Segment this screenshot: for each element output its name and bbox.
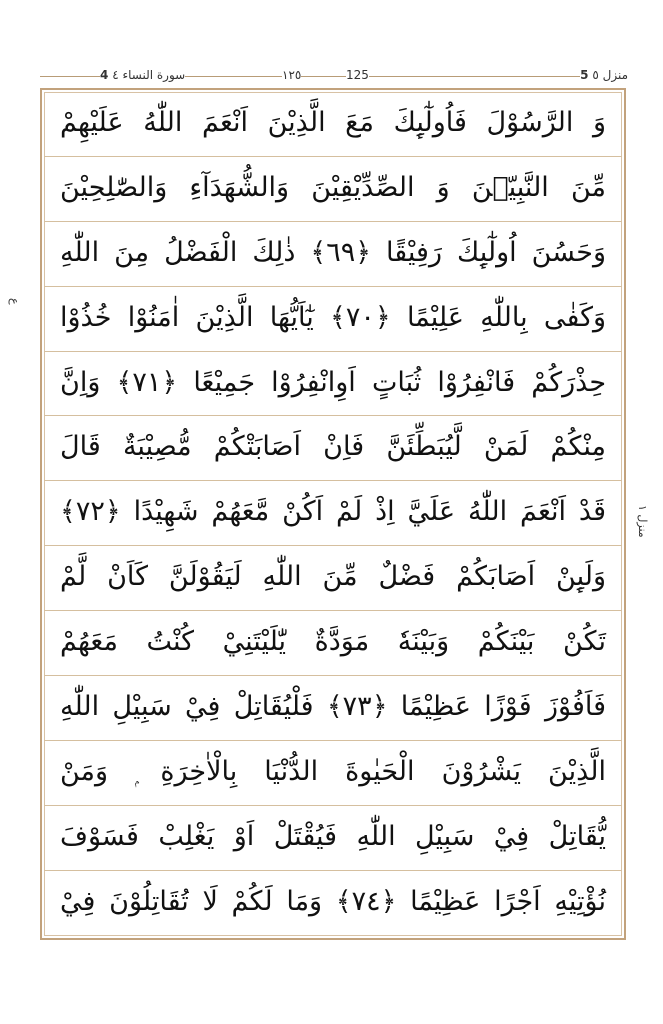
header-surah-left: سورة النساء ٤ 4 xyxy=(100,68,186,82)
text-line-1: وَ الرَّسُوْلَ فَاُولٰٓىِٕكَ مَعَ الَّذِيْنَ اَنْعَمَ اللّٰهُ عَلَيْهِمْ xyxy=(44,92,622,157)
page-number-urdu: ١٢٥ xyxy=(282,68,302,82)
text-line-8: وَلَىِٕنْ اَصَابَكُمْ فَضْلٌ مِّنَ اللّٰهِ لَيَقُوْلَنَّ كَاَنْ لَّمْ xyxy=(44,546,622,611)
text-line-13: نُؤْتِيْهِ اَجْرًا عَظِيْمًا ﴿٧٤﴾ وَمَا لَكُمْ لَا تُقَاتِلُوْنَ فِيْ xyxy=(60,885,606,917)
page-header xyxy=(40,66,628,86)
text-line-9: تَكُنْ بَيْنَكُمْ وَبَيْنَهٗ مَوَدَّةٌ يّٰلَيْتَنِيْ كُنْتُ مَعَهُمْ xyxy=(44,611,622,676)
text-line-6: مِنْكُمْ لَمَنْ لَّيُبَطِّئَنَّ فَاِنْ اَصَابَتْكُمْ مُّصِيْبَةٌ قَالَ xyxy=(44,416,622,481)
ruku-marker: ع xyxy=(8,298,21,305)
text-line-12: يُّقَاتِلْ فِيْ سَبِيْلِ اللّٰهِ فَيُقْتَلْ اَوْ يَغْلِبْ فَسَوْفَ xyxy=(44,806,622,871)
text-line-11: الَّذِيْنَ يَشْرُوْنَ الْحَيٰوةَ الدُّنْيَا بِالْاٰخِرَةِ ۭ وَمَنْ xyxy=(44,741,622,806)
page-number: 125 xyxy=(346,68,369,82)
manzil-marker: منزل ١ xyxy=(636,505,649,538)
text-line-10: فَاَفُوْزَ فَوْزًا عَظِيْمًا ﴿٧٣﴾ فَلْيُقَاتِلْ فِيْ سَبِيْلِ اللّٰهِ xyxy=(44,676,622,741)
text-line-3: وَحَسُنَ اُولٰٓىِٕكَ رَفِيْقًا ﴿٦٩﴾ ذٰلِكَ الْفَضْلُ مِنَ اللّٰهِ xyxy=(44,222,622,287)
text-line-4: وَكَفٰى بِاللّٰهِ عَلِيْمًا ﴿٧٠﴾ يٰٓاَيُّهَا الَّذِيْنَ اٰمَنُوْا خُذُوْا xyxy=(44,287,622,352)
quran-text xyxy=(44,92,622,936)
header-surah-right: 5 منزل ٥ xyxy=(580,68,628,82)
text-line-2: مِّنَ النَّبِيّٖنَ وَ الصِّدِّيْقِيْنَ وَالشُّهَدَآءِ وَالصّٰلِحِيْنَ xyxy=(44,157,622,222)
text-line-7: قَدْ اَنْعَمَ اللّٰهُ عَلَيَّ اِذْ لَمْ اَكُنْ مَّعَهُمْ شَهِيْدًا ﴿٧٢﴾ xyxy=(44,481,622,546)
text-line-5: حِذْرَكُمْ فَانْفِرُوْا ثُبَاتٍ اَوِانْفِرُوْا جَمِيْعًا ﴿٧١﴾ وَاِنَّ xyxy=(44,352,622,417)
